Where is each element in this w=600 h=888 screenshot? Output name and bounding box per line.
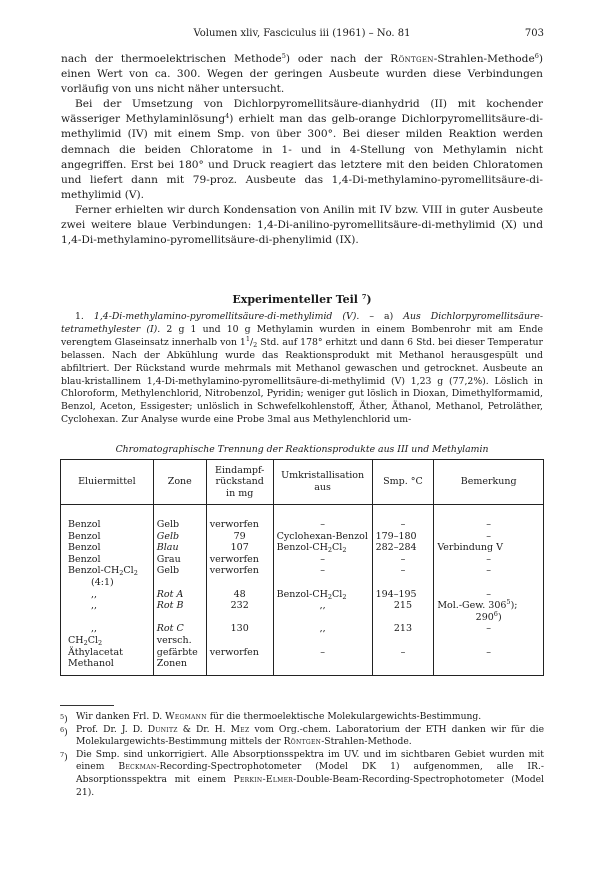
table-row: Benzol Grau verworfen – – – — [61, 554, 544, 566]
table-row: Benzol Gelb 79 Cyclohexan-Benzol 179–180 – — [61, 531, 544, 543]
header-mp: Smp. °C — [372, 460, 434, 505]
table-row: $290^6$) — [61, 612, 544, 624]
table-row: Benzol-$CH_2Cl_2$ Gelb verworfen – – – — [61, 565, 544, 577]
table-row: $CH_2Cl_2$ versch. — [61, 635, 544, 647]
page-number: 703 — [524, 28, 544, 39]
paragraph-3: Ferner erhielten wir durch Kondensation von Anilin mit IV bzw. VIII in guter Ausbeute zwei weitere blaue Verbindungen: 1,4-Di-anilino-pyromellitsäure-di-methylimid (X) und 1,4-Di-methylamino-pyromellitsäure-di-phenylimid (IX). — [61, 203, 543, 247]
experimental-paragraph: 1. 1,4-Di-methylamino-pyromellitsäure-di-methylimid (V). – a) Aus Dichlorpyromellitsäure-tetramethylester (I). 2 g 1 und 10 g Methylamin wurden in einem Bombenrohr mit am Ende verengtem Glaseinsatz innerhalb von $1^1/_2$ Std. auf 178° erhitzt und dann 6 Std. bei dieser Temperatur belassen. Nach der Abkühlung wurde das Reaktionsprodukt mit Methanol herausgespült und abfiltriert. Der Rückstand wurde mehrmals mit Methanol gewaschen und getrocknet. Ausbeute an blau-kristallinem 1,4-Di-methylamino-pyromellitsäure-di-methylimid (V) 1,23 g (77,2%). Löslich in Chloroform, Methylenchlorid, Nitrobenzol, Pyridin; weniger gut löslich in Dioxan, Dimethylformamid, Benzol, Aceton, Essigester; unlöslich in Schwefelkohlenstoff, Äther, Äthanol, Methanol, Petroläther, Cyclohexan. Zur Analyse wurde eine Probe 3mal aus Methylenchlorid um- — [61, 311, 544, 426]
table-row: ,, Rot C 130 ,, 213 – — [61, 623, 544, 635]
header-remark: Bemerkung — [434, 460, 544, 505]
table-row: Methanol Zonen — [61, 658, 544, 675]
footnotes — [60, 711, 544, 799]
footnote-6: $^6$) Prof. Dr. J. D. Dunitz & Dr. H. Mez vom Org.-chem. Laboratorium der ETH danken wir für die Molekulargewichts-Bestimmung mittels der Röntgen-Strahlen-Methode. — [60, 723, 545, 748]
table-caption: Chromatographische Trennung der Reaktionsprodukte aus III und Methylamin — [115, 444, 489, 455]
table-row: Benzol Gelb verworfen – – – — [61, 505, 544, 531]
footnote-rule — [60, 705, 114, 706]
table-row: ,, Rot B 232 ,, 215 Mol.-Gew. $306^5$); — [61, 600, 544, 612]
header-zone: Zone — [153, 460, 206, 505]
table-row: (4:1) — [61, 577, 544, 589]
running-title: Volumen xliv, Fasciculus iii (1961) – No. 81 — [193, 28, 411, 39]
header-recrystallisation: Umkristallisation aus — [273, 460, 372, 505]
table-row: Benzol Blau 107 Benzol-$CH_2Cl_2$ 282–284 Verbindung V — [61, 542, 544, 554]
page-header — [60, 28, 544, 42]
footnote-7: $^7$) Die Smp. sind unkorrigiert. Alle Absorptionsspektra im UV. und im sichtbaren Gebiet wurden mit einem Beckman-Recording-Spectrophotometer (Model DK 1) aufgenommen, alle IR.-Absorptionsspektra mit einem Perkin-Elmer-Double-Beam-Recording-Spectrophotometer (Model 21). — [60, 748, 544, 798]
header-eluent: Eluiermittel — [61, 460, 154, 505]
paragraph-1: nach der thermoelektrischen Methode$^5$) oder nach der Röntgen-Strahlen-Methode$^6$) einen Wert von ca. 300. Wegen der geringen Ausbeute wurden diese Verbindungen vorläufig von uns nicht näher untersucht. — [61, 52, 543, 96]
table-row: Äthylacetat gefärbte verworfen – – – — [61, 647, 544, 659]
table-row: ,, Rot A 48 Benzol-$CH_2Cl_2$ 194–195 – — [61, 589, 544, 601]
table-header-row — [61, 460, 544, 505]
header-residue: Eindampf- rückstand in mg — [206, 460, 273, 505]
paragraph-2: Bei der Umsetzung von Dichlorpyromellitsäure-dianhydrid (II) mit kochender wässeriger Methylaminlösung$^4$) erhielt man das gelb-orange Dichlorpyromellitsäure-di-methylimid (IV) mit einem Smp. von über 300°. Bei dieser milden Reaktion werden demnach die beiden Chloratome in 1- und in 4-Stellung von Methylamin nicht angegriffen. Erst bei 180° und Druck reagiert das letztere mit den beiden Chloratomen und liefert dann mit 79-proz. Ausbeute das 1,4-Di-methylamino-pyromellitsäure-di-methylimid (V). — [61, 98, 544, 201]
body-text — [61, 52, 543, 248]
chromatography-table — [60, 459, 544, 676]
footnote-5: $^5$) Wir danken Frl. D. Wegmann für die thermoelektische Molekulargewichts-Bestimmung. — [60, 711, 482, 725]
section-title: Experimenteller Teil $^7$) — [232, 293, 372, 306]
